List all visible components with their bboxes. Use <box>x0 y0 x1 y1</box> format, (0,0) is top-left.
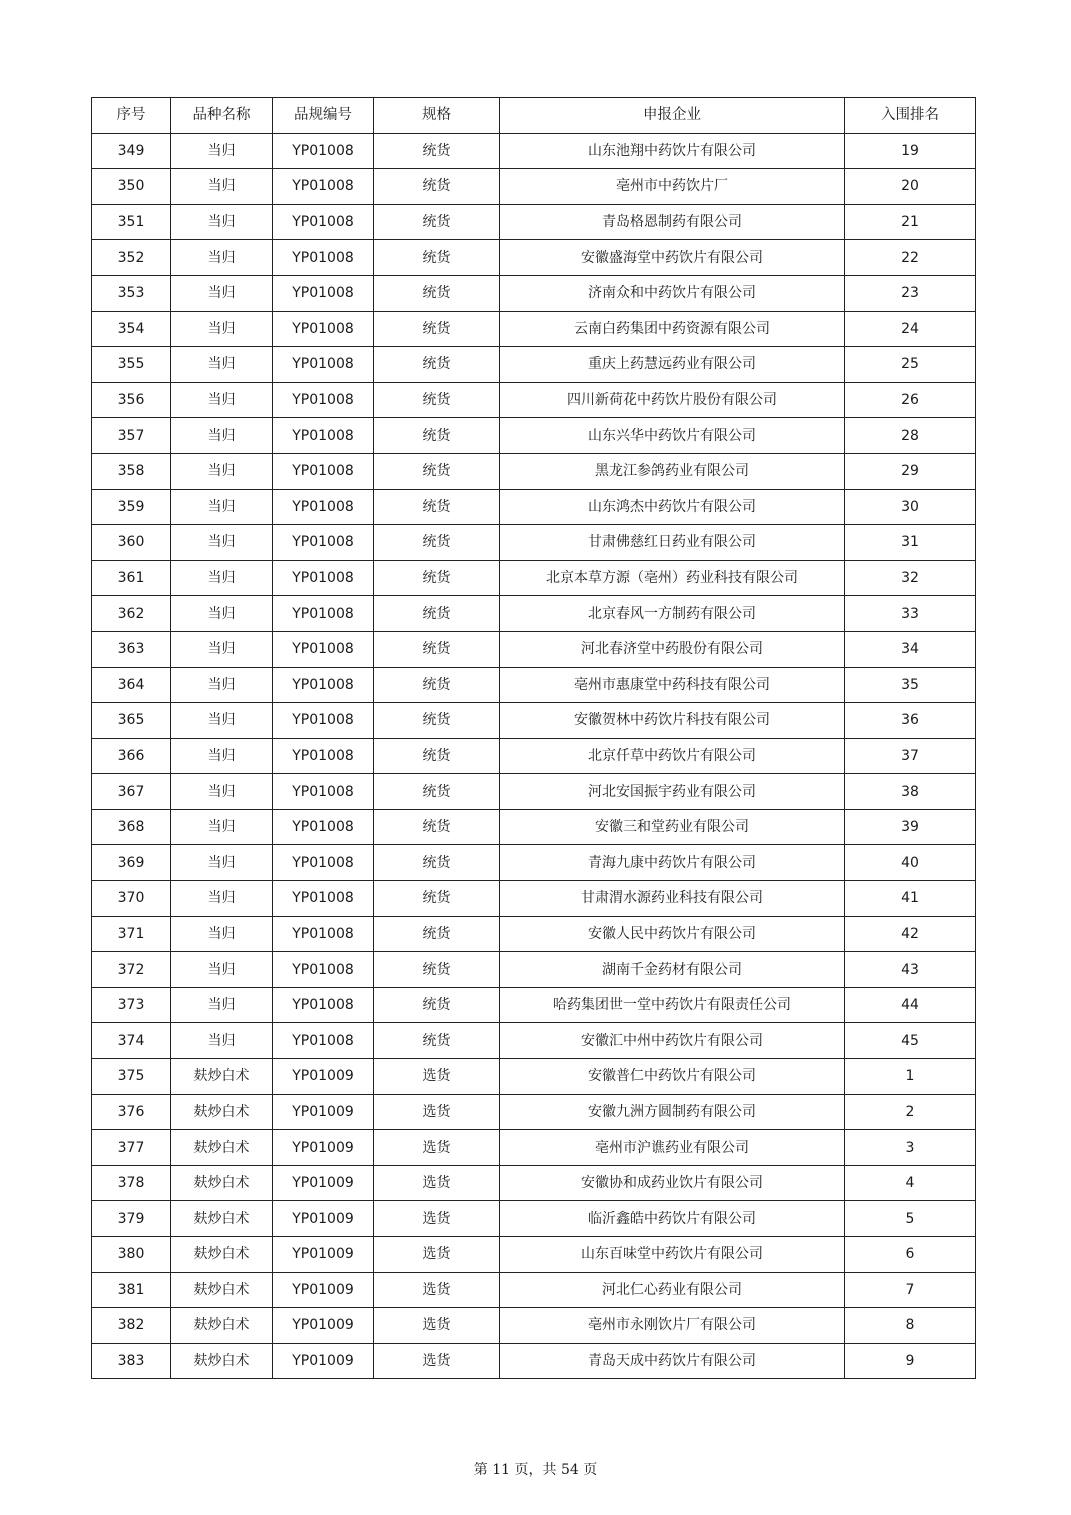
cell-company: 亳州市永刚饮片厂有限公司 <box>500 1308 845 1344</box>
cell-variety-name: 当归 <box>171 738 273 774</box>
cell-variety-name: 麸炒白术 <box>171 1094 273 1130</box>
cell-rank: 41 <box>845 881 976 917</box>
table-row <box>92 703 976 739</box>
cell-spec-code: YP01008 <box>273 453 374 489</box>
cell-seq: 356 <box>92 382 171 418</box>
cell-company: 北京仟草中药饮片有限公司 <box>500 738 845 774</box>
table-row <box>92 560 976 596</box>
cell-seq: 378 <box>92 1165 171 1201</box>
cell-seq: 370 <box>92 881 171 917</box>
table-row <box>92 347 976 383</box>
cell-company: 北京春风一方制药有限公司 <box>500 596 845 632</box>
cell-rank: 6 <box>845 1237 976 1273</box>
cell-rank: 22 <box>845 240 976 276</box>
header-company: 申报企业 <box>500 98 845 134</box>
cell-variety-name: 当归 <box>171 311 273 347</box>
cell-rank: 2 <box>845 1094 976 1130</box>
cell-seq: 382 <box>92 1308 171 1344</box>
cell-seq: 365 <box>92 703 171 739</box>
cell-spec: 统货 <box>374 311 500 347</box>
header-variety-name: 品种名称 <box>171 98 273 134</box>
cell-spec: 选货 <box>374 1237 500 1273</box>
cell-spec: 选货 <box>374 1130 500 1166</box>
cell-company: 重庆上药慧远药业有限公司 <box>500 347 845 383</box>
cell-company: 临沂鑫皓中药饮片有限公司 <box>500 1201 845 1237</box>
cell-company: 青岛天成中药饮片有限公司 <box>500 1343 845 1379</box>
cell-spec-code: YP01008 <box>273 774 374 810</box>
cell-seq: 373 <box>92 987 171 1023</box>
table-row <box>92 453 976 489</box>
cell-spec-code: YP01008 <box>273 275 374 311</box>
table-row <box>92 418 976 454</box>
cell-rank: 39 <box>845 809 976 845</box>
header-rank: 入围排名 <box>845 98 976 134</box>
cell-rank: 8 <box>845 1308 976 1344</box>
cell-company: 山东池翔中药饮片有限公司 <box>500 133 845 169</box>
cell-variety-name: 当归 <box>171 347 273 383</box>
cell-rank: 32 <box>845 560 976 596</box>
cell-spec-code: YP01008 <box>273 204 374 240</box>
results-table <box>91 97 976 1379</box>
cell-company: 安徽贺林中药饮片科技有限公司 <box>500 703 845 739</box>
cell-spec: 统货 <box>374 916 500 952</box>
cell-seq: 375 <box>92 1059 171 1095</box>
cell-rank: 30 <box>845 489 976 525</box>
cell-company: 哈药集团世一堂中药饮片有限责任公司 <box>500 987 845 1023</box>
table-body <box>92 133 976 1379</box>
table-row <box>92 1272 976 1308</box>
cell-spec: 统货 <box>374 169 500 205</box>
cell-variety-name: 当归 <box>171 703 273 739</box>
cell-spec-code: YP01008 <box>273 631 374 667</box>
cell-rank: 1 <box>845 1059 976 1095</box>
table-row <box>92 987 976 1023</box>
cell-seq: 359 <box>92 489 171 525</box>
cell-rank: 19 <box>845 133 976 169</box>
cell-spec-code: YP01008 <box>273 809 374 845</box>
cell-spec: 统货 <box>374 347 500 383</box>
cell-spec: 统货 <box>374 703 500 739</box>
cell-spec: 统货 <box>374 133 500 169</box>
cell-spec-code: YP01009 <box>273 1130 374 1166</box>
cell-rank: 23 <box>845 275 976 311</box>
header-seq: 序号 <box>92 98 171 134</box>
table-row <box>92 133 976 169</box>
cell-variety-name: 当归 <box>171 240 273 276</box>
table-row <box>92 1237 976 1273</box>
table-row <box>92 525 976 561</box>
cell-variety-name: 当归 <box>171 1023 273 1059</box>
cell-seq: 355 <box>92 347 171 383</box>
cell-rank: 38 <box>845 774 976 810</box>
cell-variety-name: 麸炒白术 <box>171 1343 273 1379</box>
table-row <box>92 774 976 810</box>
cell-seq: 374 <box>92 1023 171 1059</box>
cell-seq: 360 <box>92 525 171 561</box>
cell-company: 山东鸿杰中药饮片有限公司 <box>500 489 845 525</box>
cell-seq: 368 <box>92 809 171 845</box>
cell-variety-name: 当归 <box>171 382 273 418</box>
cell-spec: 统货 <box>374 774 500 810</box>
cell-spec-code: YP01008 <box>273 240 374 276</box>
cell-rank: 34 <box>845 631 976 667</box>
cell-spec: 统货 <box>374 631 500 667</box>
table-row <box>92 489 976 525</box>
table-row <box>92 204 976 240</box>
cell-company: 河北安国振宇药业有限公司 <box>500 774 845 810</box>
cell-spec: 统货 <box>374 525 500 561</box>
cell-rank: 4 <box>845 1165 976 1201</box>
cell-variety-name: 当归 <box>171 453 273 489</box>
cell-variety-name: 麸炒白术 <box>171 1272 273 1308</box>
cell-seq: 376 <box>92 1094 171 1130</box>
cell-spec-code: YP01008 <box>273 667 374 703</box>
cell-company: 青岛格恩制药有限公司 <box>500 204 845 240</box>
table-row <box>92 596 976 632</box>
cell-spec-code: YP01008 <box>273 560 374 596</box>
cell-variety-name: 麸炒白术 <box>171 1165 273 1201</box>
cell-company: 安徽协和成药业饮片有限公司 <box>500 1165 845 1201</box>
cell-variety-name: 当归 <box>171 133 273 169</box>
cell-spec: 选货 <box>374 1059 500 1095</box>
table-row <box>92 382 976 418</box>
table-row <box>92 275 976 311</box>
cell-spec: 统货 <box>374 809 500 845</box>
cell-rank: 3 <box>845 1130 976 1166</box>
cell-spec: 统货 <box>374 489 500 525</box>
cell-spec: 选货 <box>374 1165 500 1201</box>
cell-seq: 383 <box>92 1343 171 1379</box>
cell-spec-code: YP01008 <box>273 382 374 418</box>
table-row <box>92 845 976 881</box>
cell-variety-name: 当归 <box>171 418 273 454</box>
cell-company: 安徽普仁中药饮片有限公司 <box>500 1059 845 1095</box>
cell-seq: 361 <box>92 560 171 596</box>
cell-rank: 37 <box>845 738 976 774</box>
table-row <box>92 738 976 774</box>
cell-spec: 选货 <box>374 1308 500 1344</box>
cell-variety-name: 麸炒白术 <box>171 1059 273 1095</box>
cell-seq: 377 <box>92 1130 171 1166</box>
cell-variety-name: 当归 <box>171 560 273 596</box>
cell-rank: 7 <box>845 1272 976 1308</box>
cell-company: 北京本草方源（亳州）药业科技有限公司 <box>500 560 845 596</box>
cell-variety-name: 当归 <box>171 845 273 881</box>
table-row <box>92 631 976 667</box>
table-row <box>92 169 976 205</box>
cell-spec: 统货 <box>374 845 500 881</box>
cell-spec-code: YP01008 <box>273 987 374 1023</box>
cell-rank: 45 <box>845 1023 976 1059</box>
cell-spec-code: YP01009 <box>273 1059 374 1095</box>
cell-spec: 选货 <box>374 1343 500 1379</box>
cell-variety-name: 当归 <box>171 631 273 667</box>
cell-rank: 5 <box>845 1201 976 1237</box>
cell-variety-name: 当归 <box>171 952 273 988</box>
table-row <box>92 952 976 988</box>
cell-variety-name: 当归 <box>171 275 273 311</box>
cell-spec-code: YP01009 <box>273 1343 374 1379</box>
cell-company: 甘肃佛慈红日药业有限公司 <box>500 525 845 561</box>
cell-spec-code: YP01008 <box>273 133 374 169</box>
cell-variety-name: 当归 <box>171 916 273 952</box>
table-row <box>92 1023 976 1059</box>
cell-company: 安徽三和堂药业有限公司 <box>500 809 845 845</box>
cell-spec-code: YP01008 <box>273 738 374 774</box>
cell-spec-code: YP01008 <box>273 881 374 917</box>
cell-spec-code: YP01008 <box>273 952 374 988</box>
cell-spec-code: YP01008 <box>273 311 374 347</box>
cell-spec-code: YP01008 <box>273 703 374 739</box>
cell-rank: 21 <box>845 204 976 240</box>
cell-company: 安徽九洲方圆制药有限公司 <box>500 1094 845 1130</box>
table-row <box>92 1059 976 1095</box>
cell-spec: 统货 <box>374 738 500 774</box>
cell-seq: 381 <box>92 1272 171 1308</box>
cell-company: 河北春济堂中药股份有限公司 <box>500 631 845 667</box>
cell-company: 安徽汇中州中药饮片有限公司 <box>500 1023 845 1059</box>
cell-spec-code: YP01008 <box>273 1023 374 1059</box>
cell-spec: 选货 <box>374 1094 500 1130</box>
cell-variety-name: 麸炒白术 <box>171 1201 273 1237</box>
cell-spec-code: YP01008 <box>273 489 374 525</box>
cell-spec: 统货 <box>374 667 500 703</box>
cell-rank: 24 <box>845 311 976 347</box>
cell-company: 亳州市中药饮片厂 <box>500 169 845 205</box>
table-row <box>92 1308 976 1344</box>
cell-company: 湖南千金药材有限公司 <box>500 952 845 988</box>
cell-spec: 统货 <box>374 418 500 454</box>
cell-variety-name: 当归 <box>171 489 273 525</box>
cell-seq: 350 <box>92 169 171 205</box>
cell-rank: 33 <box>845 596 976 632</box>
cell-spec: 统货 <box>374 881 500 917</box>
cell-spec-code: YP01008 <box>273 525 374 561</box>
cell-seq: 366 <box>92 738 171 774</box>
cell-spec-code: YP01008 <box>273 169 374 205</box>
cell-seq: 363 <box>92 631 171 667</box>
cell-company: 黑龙江参鸽药业有限公司 <box>500 453 845 489</box>
cell-variety-name: 当归 <box>171 881 273 917</box>
cell-rank: 29 <box>845 453 976 489</box>
cell-spec-code: YP01009 <box>273 1272 374 1308</box>
table-row <box>92 240 976 276</box>
table-row <box>92 881 976 917</box>
cell-seq: 379 <box>92 1201 171 1237</box>
cell-seq: 352 <box>92 240 171 276</box>
cell-rank: 9 <box>845 1343 976 1379</box>
header-spec: 规格 <box>374 98 500 134</box>
table-row <box>92 1130 976 1166</box>
cell-variety-name: 当归 <box>171 987 273 1023</box>
cell-company: 亳州市沪谯药业有限公司 <box>500 1130 845 1166</box>
cell-spec: 统货 <box>374 204 500 240</box>
cell-seq: 369 <box>92 845 171 881</box>
cell-spec-code: YP01008 <box>273 418 374 454</box>
cell-seq: 358 <box>92 453 171 489</box>
cell-company: 山东百味堂中药饮片有限公司 <box>500 1237 845 1273</box>
cell-seq: 353 <box>92 275 171 311</box>
cell-spec: 统货 <box>374 560 500 596</box>
table-header-row <box>92 98 976 134</box>
table-row <box>92 809 976 845</box>
cell-company: 安徽盛海堂中药饮片有限公司 <box>500 240 845 276</box>
cell-spec-code: YP01009 <box>273 1094 374 1130</box>
cell-spec-code: YP01009 <box>273 1237 374 1273</box>
cell-rank: 44 <box>845 987 976 1023</box>
cell-rank: 35 <box>845 667 976 703</box>
table-row <box>92 916 976 952</box>
cell-variety-name: 当归 <box>171 667 273 703</box>
cell-spec-code: YP01008 <box>273 845 374 881</box>
cell-company: 山东兴华中药饮片有限公司 <box>500 418 845 454</box>
cell-seq: 349 <box>92 133 171 169</box>
cell-company: 安徽人民中药饮片有限公司 <box>500 916 845 952</box>
cell-spec: 统货 <box>374 987 500 1023</box>
cell-seq: 367 <box>92 774 171 810</box>
cell-company: 亳州市惠康堂中药科技有限公司 <box>500 667 845 703</box>
cell-rank: 43 <box>845 952 976 988</box>
cell-spec: 统货 <box>374 453 500 489</box>
cell-seq: 371 <box>92 916 171 952</box>
cell-variety-name: 麸炒白术 <box>171 1308 273 1344</box>
cell-rank: 25 <box>845 347 976 383</box>
cell-variety-name: 当归 <box>171 169 273 205</box>
cell-rank: 42 <box>845 916 976 952</box>
cell-spec: 统货 <box>374 240 500 276</box>
table-row <box>92 311 976 347</box>
cell-rank: 31 <box>845 525 976 561</box>
cell-seq: 364 <box>92 667 171 703</box>
cell-variety-name: 当归 <box>171 204 273 240</box>
cell-company: 云南白药集团中药资源有限公司 <box>500 311 845 347</box>
header-spec-code: 品规编号 <box>273 98 374 134</box>
cell-spec: 统货 <box>374 596 500 632</box>
cell-spec: 统货 <box>374 1023 500 1059</box>
cell-seq: 357 <box>92 418 171 454</box>
table-row <box>92 1343 976 1379</box>
table-row <box>92 667 976 703</box>
cell-seq: 362 <box>92 596 171 632</box>
cell-rank: 26 <box>845 382 976 418</box>
cell-company: 四川新荷花中药饮片股份有限公司 <box>500 382 845 418</box>
cell-rank: 20 <box>845 169 976 205</box>
cell-variety-name: 当归 <box>171 525 273 561</box>
cell-variety-name: 麸炒白术 <box>171 1237 273 1273</box>
cell-spec: 选货 <box>374 1201 500 1237</box>
cell-spec: 统货 <box>374 382 500 418</box>
cell-spec-code: YP01008 <box>273 916 374 952</box>
cell-variety-name: 麸炒白术 <box>171 1130 273 1166</box>
cell-seq: 380 <box>92 1237 171 1273</box>
cell-spec-code: YP01009 <box>273 1308 374 1344</box>
cell-spec: 统货 <box>374 952 500 988</box>
cell-spec: 统货 <box>374 275 500 311</box>
cell-variety-name: 当归 <box>171 774 273 810</box>
cell-rank: 28 <box>845 418 976 454</box>
page-number: 第 11 页，共 54 页 <box>473 1462 598 1478</box>
cell-variety-name: 当归 <box>171 809 273 845</box>
cell-company: 济南众和中药饮片有限公司 <box>500 275 845 311</box>
cell-rank: 40 <box>845 845 976 881</box>
cell-company: 青海九康中药饮片有限公司 <box>500 845 845 881</box>
cell-company: 甘肃渭水源药业科技有限公司 <box>500 881 845 917</box>
cell-spec-code: YP01009 <box>273 1165 374 1201</box>
cell-spec-code: YP01009 <box>273 1201 374 1237</box>
cell-spec-code: YP01008 <box>273 347 374 383</box>
cell-seq: 351 <box>92 204 171 240</box>
cell-rank: 36 <box>845 703 976 739</box>
table-row <box>92 1201 976 1237</box>
cell-variety-name: 当归 <box>171 596 273 632</box>
table-row <box>92 1094 976 1130</box>
cell-company: 河北仁心药业有限公司 <box>500 1272 845 1308</box>
cell-spec: 选货 <box>374 1272 500 1308</box>
cell-spec-code: YP01008 <box>273 596 374 632</box>
cell-seq: 372 <box>92 952 171 988</box>
table-row <box>92 1165 976 1201</box>
cell-seq: 354 <box>92 311 171 347</box>
